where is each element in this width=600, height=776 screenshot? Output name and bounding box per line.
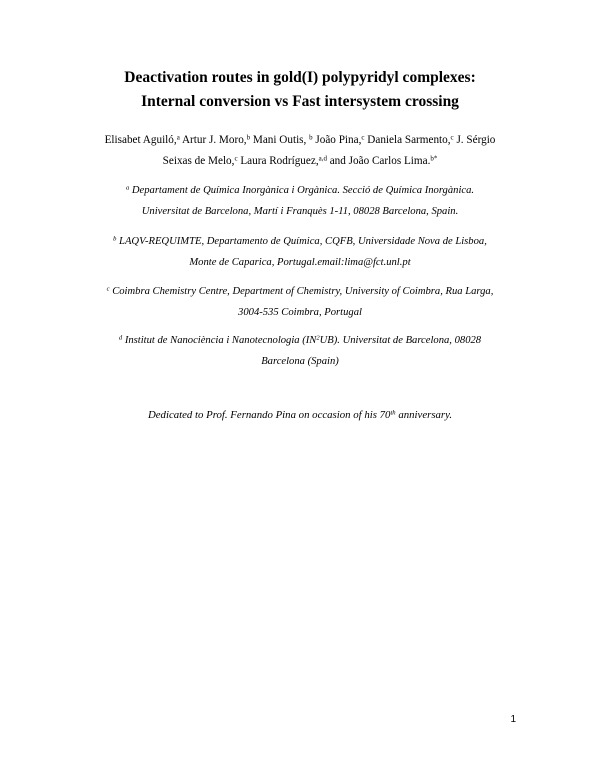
author-list-line-1 <box>60 130 540 150</box>
affiliation-d-line-1 <box>60 331 540 351</box>
affiliation-text: Coimbra Chemistry Centre, Department of Chemistry, University of Coimbra, Rua Larga, <box>109 286 494 297</box>
author-affiliation-marker: b <box>246 133 251 142</box>
affiliation-b-line-2: Monte de Caparica, Portugal.email:lima@fct.unl.pt <box>189 257 411 268</box>
author-name: Seixas de Melo, <box>162 155 235 167</box>
affiliation-marker: b <box>113 235 117 243</box>
affiliation-marker: d <box>118 334 123 342</box>
page-number: 1 <box>510 714 516 725</box>
dedication-line <box>60 405 540 425</box>
affiliation-a-line-1 <box>60 181 540 201</box>
affiliation-a-line-2: Universitat de Barcelona, Martí i Franquès 1-11, 08028 Barcelona, Spain. <box>141 206 459 217</box>
author-affiliation-marker: c <box>234 154 238 163</box>
author-name: Artur J. Moro, <box>179 134 247 146</box>
affiliation-text: Departament de Química Inorgànica i Orgànica. Secció de Química Inorgànica. <box>129 185 475 196</box>
author-affiliation-marker: c <box>450 133 454 142</box>
author-name: Mani Outis, <box>250 134 310 146</box>
author-name: Laura Rodríguez, <box>237 155 319 167</box>
paper-title-line-1: Deactivation routes in gold(I) polypyridyl complexes: <box>124 69 476 86</box>
dedication-text: anniversary. <box>395 409 453 421</box>
author-name: Elisabet Aguiló, <box>104 134 177 146</box>
author-affiliation-marker: a <box>176 133 180 142</box>
paper-title-line-2: Internal conversion vs Fast intersystem crossing <box>141 93 459 110</box>
author-name: and João Carlos Lima. <box>326 155 431 167</box>
author-list-line-2 <box>60 151 540 171</box>
superscript-two: 2 <box>316 334 320 342</box>
author-name: Daniela Sarmento, <box>364 134 451 146</box>
affiliation-c-line-1 <box>60 282 540 302</box>
author-affiliation-marker: b <box>309 133 313 142</box>
author-affiliation-marker: b* <box>430 154 438 163</box>
author-name: João Pina, <box>312 134 362 146</box>
dedication-text: Dedicated to Prof. Fernando Pina on occasion of his 70 <box>147 409 391 421</box>
affiliation-marker: a <box>125 184 130 192</box>
affiliation-d-line-2: Barcelona (Spain) <box>261 356 339 367</box>
author-name: J. Sérgio <box>453 134 496 146</box>
author-affiliation-marker: a,d <box>318 154 327 163</box>
ordinal-suffix: th <box>390 409 396 417</box>
affiliation-c-line-2: 3004-535 Coimbra, Portugal <box>238 307 362 318</box>
author-affiliation-marker: c <box>361 133 365 142</box>
affiliation-b-line-1 <box>60 232 540 252</box>
affiliation-text: Institut de Nanociència i Nanotecnologia (IN <box>122 335 317 346</box>
affiliation-marker: c <box>106 285 110 293</box>
affiliation-text: UB). Universitat de Barcelona, 08028 <box>319 335 482 346</box>
affiliation-text: LAQV-REQUIMTE, Departamento de Química, CQFB, Universidade Nova de Lisboa, <box>116 236 487 247</box>
